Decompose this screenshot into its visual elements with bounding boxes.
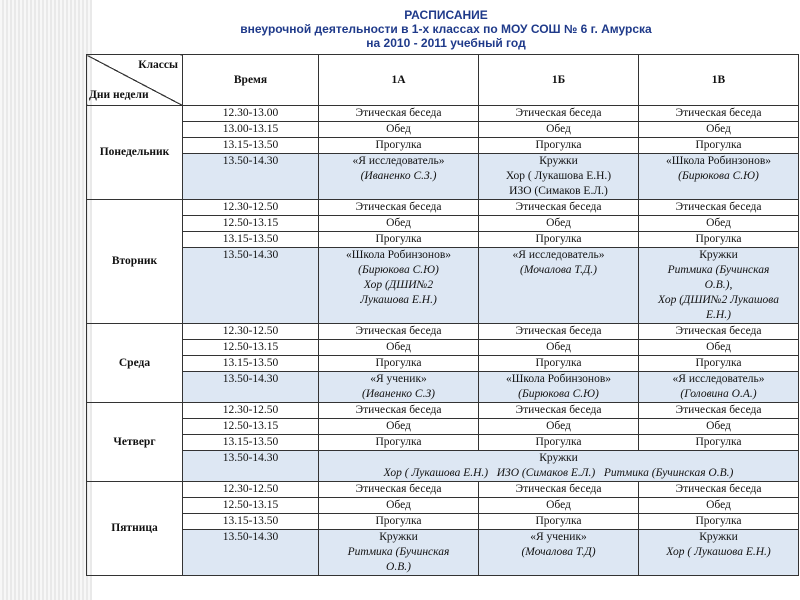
time-cell: 13.50-14.30 [183,372,319,403]
corner-header-cell [87,55,183,106]
time-cell: 12.30-12.50 [183,482,319,498]
activity-cell: Обед [639,498,799,514]
activity-cell: Прогулка [319,435,479,451]
activity-cell: Этическая беседа [639,403,799,419]
activity-line: Хор ( Лукашова Е.Н.) [505,170,612,182]
teacher-line: (Иваненко С.З.) [360,170,437,182]
activity-cell: Прогулка [639,138,799,154]
activity-cell: Этическая беседа [319,324,479,340]
activity-cell: Этическая беседа [479,200,639,216]
activity-cell: Прогулка [479,514,639,530]
teacher-line: (Головина О.А.) [680,388,757,400]
title-line-3: на 2010 - 2011 учебный год [366,36,526,50]
activity-cell: Этическая беседа [319,403,479,419]
activity-cell: Прогулка [639,232,799,248]
activity-cell: Обед [639,419,799,435]
activity-cell: Прогулка [479,138,639,154]
activity-cell [479,248,639,324]
time-cell: 13.15-13.50 [183,435,319,451]
activity-cell [639,248,799,324]
time-cell: 12.30-12.50 [183,403,319,419]
time-cell: 12.30-12.50 [183,200,319,216]
day-tuesday: Вторник [87,200,183,324]
activity-cell: Прогулка [639,435,799,451]
table-header-row [87,55,799,106]
teacher-line: Хор (ДШИ№2 [363,279,434,291]
day-thursday: Четверг [87,403,183,482]
activity-line: «Я ученик» [370,373,427,385]
day-monday: Понедельник [87,106,183,200]
activity-cell [479,530,639,576]
table-row [87,106,799,122]
teacher-line: Хор ( Лукашова Е.Н.) ИЗО (Симаков Е.Л.) Ритмика (Бучинская О.В.) [383,467,734,479]
activity-cell: Этическая беседа [479,324,639,340]
activity-cell: Прогулка [479,356,639,372]
teacher-line: Е.Н.) [706,309,731,321]
merged-activity-cell [319,451,799,482]
activity-line: Кружки [699,531,738,543]
activity-line: «Школа Робинзонов» [666,155,771,167]
teacher-line: (Бирюкова С.Ю) [358,264,439,276]
table-row [87,530,799,576]
activity-line: «Я исследователь» [352,155,445,167]
table-row [87,154,799,200]
activity-cell [319,248,479,324]
activity-cell [639,530,799,576]
time-cell: 12.50-13.15 [183,498,319,514]
table-row [87,122,799,138]
activity-cell [639,154,799,200]
time-cell: 13.15-13.50 [183,138,319,154]
teacher-line: (Мочалова Т.Д.) [520,264,597,276]
teacher-line: (Бирюкова С.Ю) [518,388,599,400]
table-row [87,248,799,324]
activity-line: ИЗО (Симаков Е.Л.) [509,185,608,197]
time-cell: 13.15-13.50 [183,232,319,248]
teacher-line: (Иваненко С.З) [362,388,435,400]
time-cell: 13.15-13.50 [183,514,319,530]
activity-cell: Обед [639,122,799,138]
schedule-table [86,54,799,576]
activity-cell: Прогулка [639,514,799,530]
activity-cell [319,154,479,200]
time-cell: 12.50-13.15 [183,419,319,435]
title-line-2: внеурочной деятельности в 1-х классах по МОУ СОШ № 6 г. Амурска [240,22,652,36]
activity-cell: Прогулка [319,356,479,372]
activity-line: «Я исследователь» [512,249,605,261]
time-cell: 13.50-14.30 [183,530,319,576]
time-header: Время [183,55,319,106]
activity-line: «Школа Робинзонов» [506,373,611,385]
time-cell: 13.15-13.50 [183,356,319,372]
left-margin-stripe [0,0,92,600]
days-label: Дни недели [89,89,149,101]
activity-cell: Обед [479,216,639,232]
class-1a-header: 1А [319,55,479,106]
time-cell: 12.50-13.15 [183,216,319,232]
table-row [87,200,799,216]
day-wednesday: Среда [87,324,183,403]
activity-cell: Этическая беседа [639,482,799,498]
activity-cell: Обед [319,122,479,138]
classes-label: Классы [138,59,178,71]
teacher-line: (Бирюкова С.Ю) [678,170,759,182]
activity-cell [319,372,479,403]
activity-cell: Прогулка [319,232,479,248]
activity-cell: Обед [319,216,479,232]
time-cell: 13.50-14.30 [183,451,319,482]
title-line-1: РАСПИСАНИЕ [404,8,488,22]
time-cell: 13.50-14.30 [183,248,319,324]
day-friday: Пятница [87,482,183,576]
activity-cell: Обед [319,498,479,514]
activity-cell: Обед [639,340,799,356]
activity-cell: Прогулка [319,514,479,530]
activity-cell: Обед [479,122,639,138]
activity-cell [639,372,799,403]
teacher-line: О.В.) [386,561,411,573]
table-row [87,232,799,248]
time-cell: 12.50-13.15 [183,340,319,356]
table-row [87,482,799,498]
activity-line: Кружки [379,531,418,543]
teacher-line: Хор (ДШИ№2 Лукашова [658,294,779,306]
activity-line: Кружки [539,155,578,167]
table-row [87,340,799,356]
activity-cell: Этическая беседа [319,200,479,216]
time-cell: 13.00-13.15 [183,122,319,138]
table-row [87,356,799,372]
activity-cell: Этическая беседа [479,106,639,122]
teacher-line: Лукашова Е.Н.) [360,294,437,306]
table-row [87,451,799,482]
activity-cell: Этическая беседа [639,200,799,216]
activity-cell: Этическая беседа [639,324,799,340]
activity-cell: Прогулка [639,356,799,372]
table-row [87,372,799,403]
document-title [92,8,800,50]
activity-line: «Школа Робинзонов» [346,249,451,261]
teacher-line: О.В.), [704,279,733,291]
table-row [87,498,799,514]
activity-cell: Обед [479,419,639,435]
table-row [87,514,799,530]
activity-cell: Прогулка [479,232,639,248]
activity-cell: Обед [639,216,799,232]
class-1v-header: 1В [639,55,799,106]
teacher-line: (Мочалова Т.Д) [521,546,596,558]
activity-cell [319,530,479,576]
time-cell: 12.30-13.00 [183,106,319,122]
class-1b-header: 1Б [479,55,639,106]
activity-cell: Обед [319,340,479,356]
table-row [87,324,799,340]
teacher-line: Ритмика (Бучинская [347,546,450,558]
activity-line: «Я исследователь» [672,373,765,385]
activity-cell: Обед [479,498,639,514]
time-cell: 12.30-12.50 [183,324,319,340]
activity-line: Кружки [539,452,578,464]
activity-cell [479,372,639,403]
time-cell: 13.50-14.30 [183,154,319,200]
table-row [87,403,799,419]
activity-cell: Прогулка [479,435,639,451]
activity-cell: Этическая беседа [479,403,639,419]
activity-cell: Обед [479,340,639,356]
activity-cell: Прогулка [319,138,479,154]
activity-cell: Этическая беседа [319,106,479,122]
teacher-line: Ритмика (Бучинская [667,264,770,276]
activity-cell: Этическая беседа [479,482,639,498]
activity-cell: Этическая беседа [319,482,479,498]
table-row [87,435,799,451]
table-row [87,138,799,154]
table-row [87,419,799,435]
activity-cell [479,154,639,200]
activity-cell: Этическая беседа [639,106,799,122]
activity-line: «Я ученик» [530,531,587,543]
table-row [87,216,799,232]
teacher-line: Хор ( Лукашова Е.Н.) [666,546,771,558]
activity-line: Кружки [699,249,738,261]
activity-cell: Обед [319,419,479,435]
